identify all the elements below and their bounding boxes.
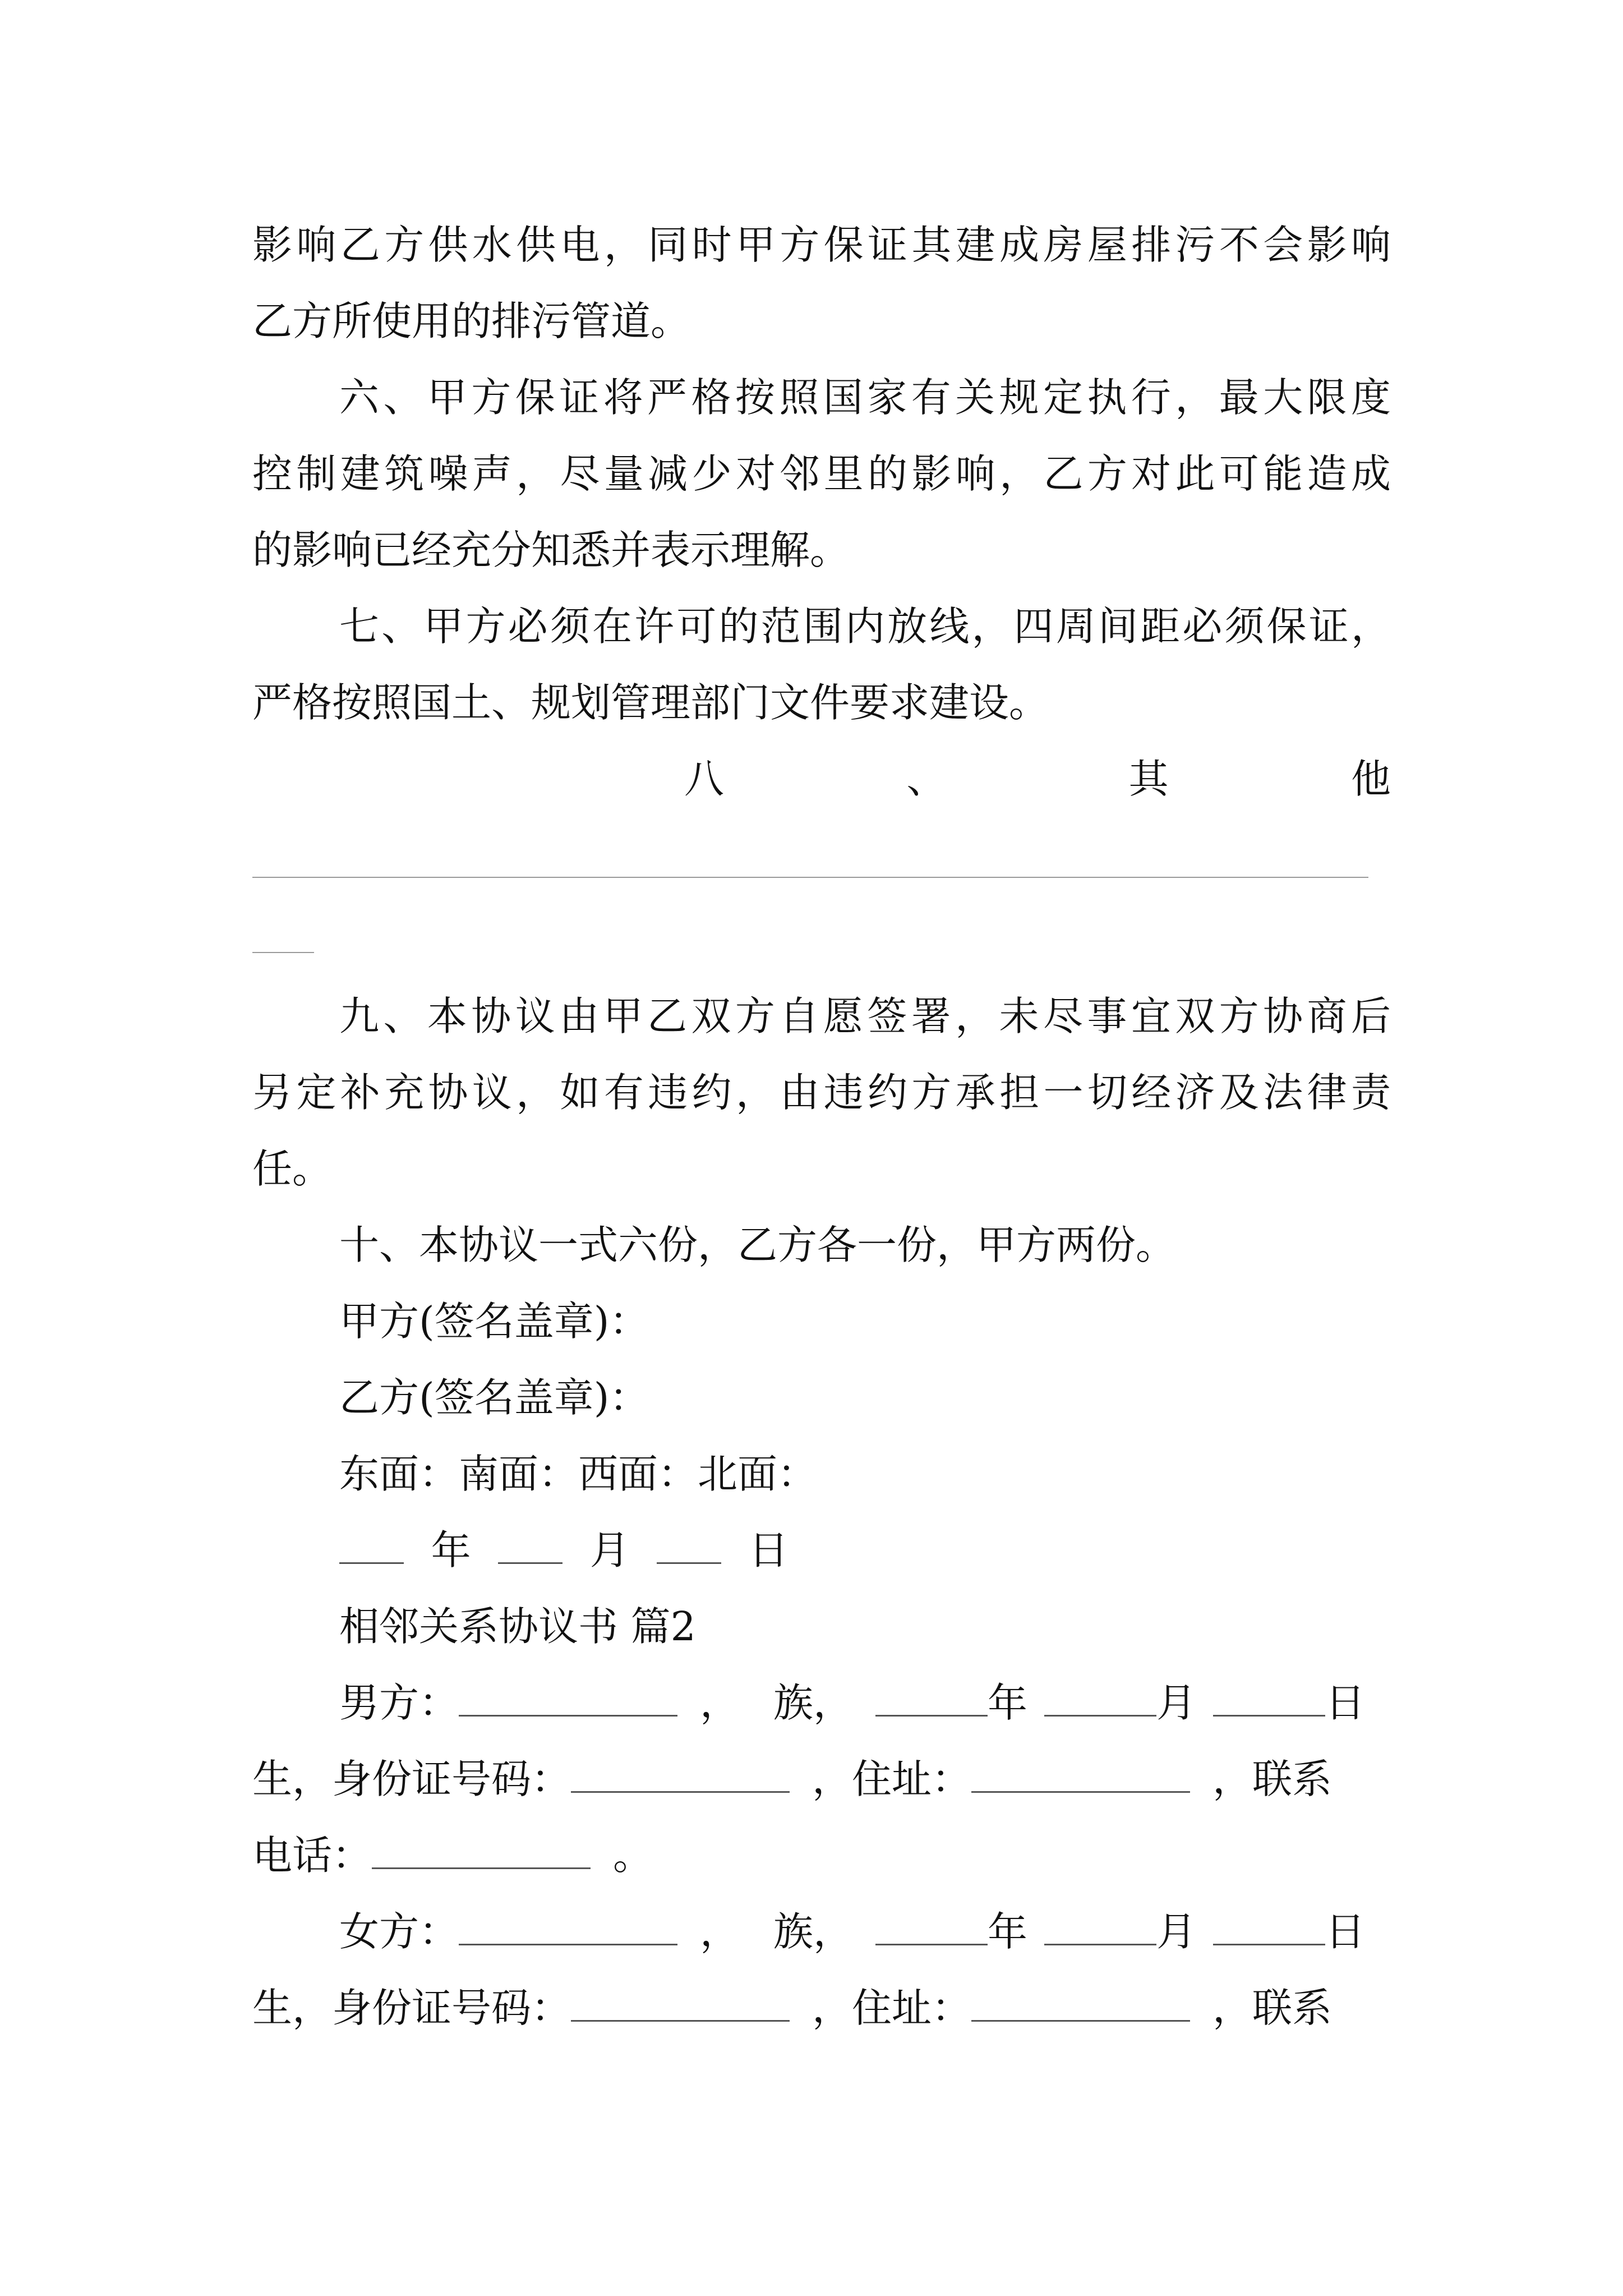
male-row-2	[252, 1751, 1332, 1807]
female-contact-label: ，联系	[1212, 1985, 1332, 2031]
female-ethnic-label: 族，	[773, 1908, 854, 1955]
male-day-blank[interactable]	[1213, 1681, 1325, 1717]
female-month-blank[interactable]	[1044, 1910, 1156, 1945]
para7-line1: 七、甲方必须在许可的范围内放线，四周间距必须保证，	[339, 603, 1391, 650]
para5-line2: 乙方所使用的排污管道。	[252, 298, 691, 344]
female-born-label: 生，身份证号码：	[252, 1985, 571, 2031]
male-row-3	[252, 1828, 653, 1884]
female-month-label: 月	[1156, 1908, 1197, 1955]
male-row-1	[339, 1675, 1365, 1731]
year-label: 年	[431, 1527, 471, 1573]
para8-char-4: 他	[1350, 756, 1391, 802]
female-id-blank[interactable]	[571, 1986, 790, 2022]
para6-line3: 的影响已经充分知悉并表示理解。	[252, 527, 850, 573]
male-address-blank[interactable]	[971, 1757, 1190, 1793]
month-blank[interactable]	[498, 1529, 562, 1564]
male-month-blank[interactable]	[1044, 1681, 1156, 1717]
directions: 东面：南面：西面：北面：	[339, 1451, 818, 1497]
para8-heading	[684, 751, 1391, 807]
para10: 十、本协议一式六份，乙方各一份，甲方两份。	[339, 1222, 1176, 1268]
female-year-blank[interactable]	[875, 1910, 988, 1945]
male-phone-blank[interactable]	[372, 1834, 591, 1869]
female-address-label: ，住址：	[812, 1985, 972, 2031]
para8-char-2: 、	[906, 756, 947, 802]
female-row-2	[252, 1980, 1332, 2036]
date-row	[339, 1522, 803, 1579]
para6-line1: 六、甲方保证将严格按照国家有关规定执行，最大限度	[339, 374, 1391, 421]
female-row-1	[339, 1904, 1365, 1960]
party-b-signature: 乙方(签名盖章)：	[339, 1374, 649, 1421]
party-a-signature: 甲方(签名盖章)：	[339, 1298, 649, 1345]
male-comma: ，	[700, 1680, 740, 1726]
male-end: 。	[613, 1832, 653, 1879]
female-name-blank[interactable]	[459, 1910, 677, 1945]
para8-char-1: 八	[684, 756, 725, 802]
year-blank[interactable]	[339, 1529, 404, 1564]
para9-line2: 另定补充协议，如有违约，由违约方承担一切经济及法律责	[252, 1069, 1391, 1116]
male-year-label: 年	[988, 1680, 1028, 1726]
male-ethnic-label: 族，	[773, 1680, 854, 1726]
para8-char-3: 其	[1128, 756, 1169, 802]
para9-line3: 任。	[252, 1145, 333, 1192]
female-label: 女方：	[339, 1908, 459, 1955]
female-year-label: 年	[988, 1908, 1028, 1955]
male-born-label: 生，身份证号码：	[252, 1756, 571, 1802]
male-year-blank[interactable]	[875, 1681, 988, 1717]
month-label: 月	[589, 1527, 630, 1573]
male-name-blank[interactable]	[459, 1681, 677, 1717]
female-day-blank[interactable]	[1213, 1910, 1325, 1945]
female-comma: ，	[700, 1908, 740, 1955]
female-address-blank[interactable]	[971, 1986, 1190, 2022]
para8-fill-line	[252, 877, 1368, 878]
para8-fill-line-short	[252, 952, 314, 953]
para5-line1: 影响乙方供水供电，同时甲方保证其建成房屋排污不会影响	[252, 222, 1391, 268]
section2-title: 相邻关系协议书 篇2	[339, 1603, 696, 1650]
male-id-blank[interactable]	[571, 1757, 790, 1793]
para7-line2: 严格按照国土、规划管理部门文件要求建设。	[252, 679, 1049, 726]
para6-line2: 控制建筑噪声，尽量减少对邻里的影响，乙方对此可能造成	[252, 450, 1391, 497]
male-label: 男方：	[339, 1680, 459, 1726]
day-blank[interactable]	[657, 1529, 721, 1564]
day-label: 日	[748, 1527, 789, 1573]
female-day-label: 日	[1325, 1908, 1366, 1955]
male-address-label: ，住址：	[812, 1756, 972, 1802]
male-day-label: 日	[1325, 1680, 1366, 1726]
para9-line1: 九、本协议由甲乙双方自愿签署，未尽事宜双方协商后	[339, 993, 1391, 1039]
male-contact-label: ，联系	[1212, 1756, 1332, 1802]
male-phone-label: 电话：	[252, 1832, 372, 1879]
male-month-label: 月	[1156, 1680, 1197, 1726]
